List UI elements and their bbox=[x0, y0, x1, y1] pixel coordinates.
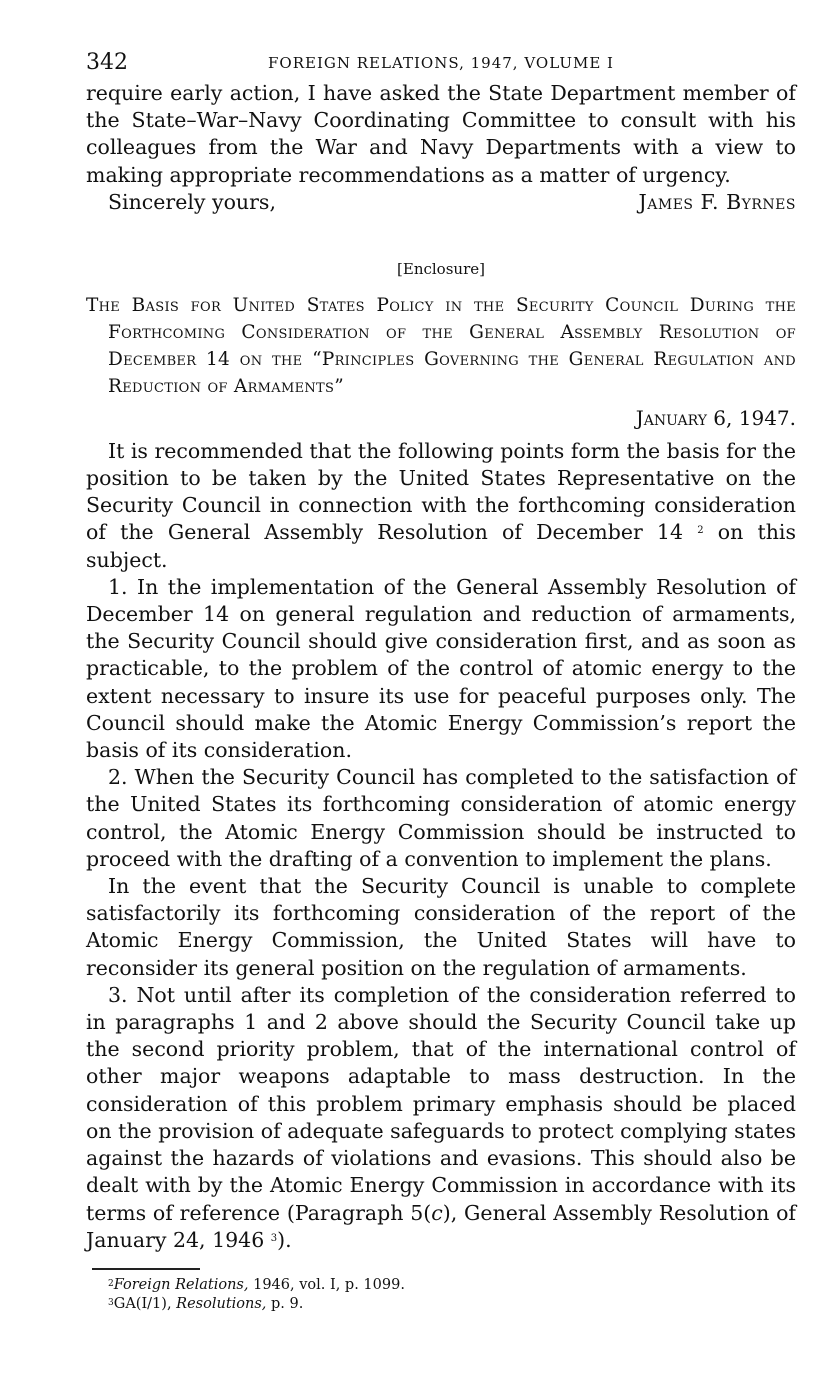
footnote-2-text: 1946, vol. I, p. 1099. bbox=[248, 1276, 405, 1293]
footnote-3-lead: GA(I/1), bbox=[113, 1295, 177, 1312]
footnote-3-source: Resolutions, bbox=[176, 1295, 267, 1312]
point-1: 1. In the implementation of the General Assembly Resolution of December 14 on general regulation and reduction of armaments, the Security Council should give consideration first, and as soon as practicable, to the problem of the control of atomic energy to the extent necessary to insure its use for peaceful purposes only. The Council should make the Atomic Energy Commission’s report the basis of its consideration. bbox=[86, 574, 796, 763]
enclosure-date: January 6, 1947. bbox=[635, 405, 796, 430]
footnote-2-marker: 2 bbox=[108, 1278, 114, 1289]
point-3-italic: c bbox=[431, 1200, 443, 1225]
letter-closing-paragraph: require early action, I have asked the State Department member of the State–War–Navy Coordinating Committee to consult with his colleagues from the War and Navy Departments with a view to making appropriate recommendations as a matter of urgency. bbox=[86, 81, 796, 187]
footnote-ref-2: 2 bbox=[697, 525, 704, 537]
signer-name: James F. Byrnes bbox=[638, 189, 796, 214]
document-page bbox=[86, 48, 796, 1314]
point-3 bbox=[86, 982, 796, 1254]
point-3-mid: ), General Assembly Resolution of January 24, 1946 bbox=[86, 1200, 796, 1252]
footnote-2 bbox=[108, 1276, 796, 1295]
salutation: Sincerely yours, bbox=[108, 189, 276, 214]
footnote-ref-3: 3 bbox=[270, 1232, 278, 1244]
footnote-2-source: Foreign Relations, bbox=[113, 1276, 249, 1293]
page-header bbox=[86, 48, 796, 80]
running-head: FOREIGN RELATIONS, 1947, VOLUME I bbox=[268, 54, 614, 72]
point-2-followup: In the event that the Security Council is unable to complete satisfactorily its forthcoming consideration of the report of the Atomic Energy Commission, the United States will have to reconsider its general position on the regulation of armaments. bbox=[86, 874, 796, 980]
footnote-divider bbox=[92, 1268, 200, 1270]
intro-text-end: on this subject. bbox=[86, 520, 796, 572]
enclosure-label: [Enclosure] bbox=[397, 259, 485, 278]
intro-text: It is recommended that the following points form the basis for the position to be taken by the United States Representative on the Security Council in connection with the forthcoming consideration of the General Assembly Resolution of December 14 bbox=[86, 438, 796, 545]
letter-signoff bbox=[108, 189, 796, 216]
intro-paragraph bbox=[86, 438, 796, 574]
footnote-3-text: p. 9. bbox=[266, 1295, 304, 1312]
page-number: 342 bbox=[86, 50, 128, 75]
enclosure-title: The Basis for United States Policy in the Security Council During the Forthcoming Consideration of the General Assembly Resolution of December 14 on the “Principles Governing the General Regulation and Reduction of Armaments” bbox=[86, 294, 796, 397]
footnote-3 bbox=[108, 1295, 796, 1314]
footnote-3-marker: 3 bbox=[108, 1297, 114, 1308]
point-2: 2. When the Security Council has completed to the satisfaction of the United States its forthcoming consideration of atomic energy control, the Atomic Energy Commission should be instructed to proceed with the drafting of a convention to implement the plans. bbox=[86, 765, 796, 871]
point-3-text: 3. Not until after its completion of the consideration referred to in paragraphs 1 and 2 above should the Security Council take up the second priority problem, that of the international control of other major weapons adaptable to mass destruction. In the consideration of this problem primary emphasis should be placed on the provision of adequate safeguards to protect complying states against the hazards of violations and evasions. This should also be dealt with by the Atomic Energy Commission in accordance with its terms of reference (Paragraph 5( bbox=[86, 982, 796, 1225]
point-3-end: ). bbox=[277, 1227, 292, 1252]
